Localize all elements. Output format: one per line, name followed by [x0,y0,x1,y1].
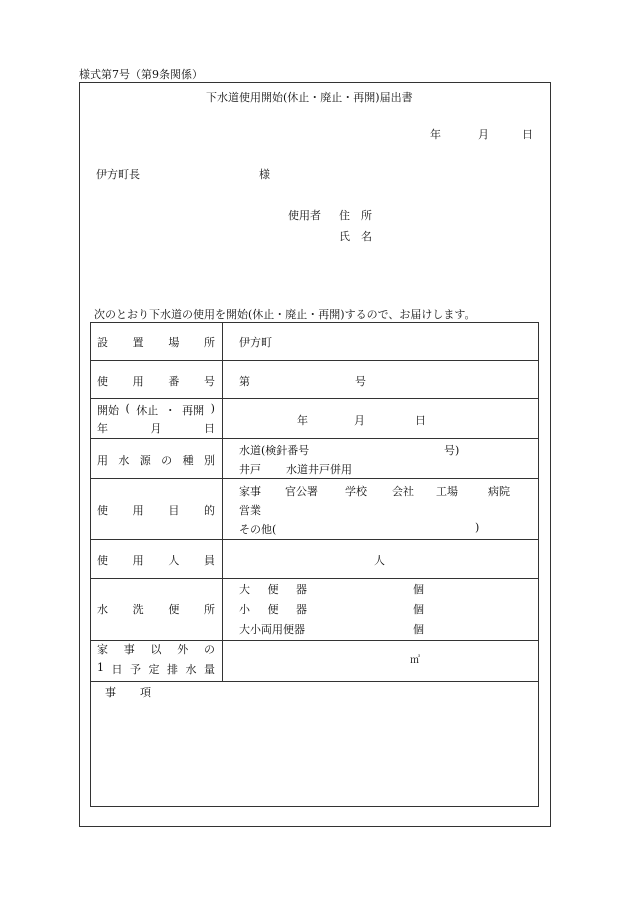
toilet-unit: 個 [413,583,424,596]
row-divider [91,478,538,479]
toilet-item-small: 小 便 器 [239,603,307,616]
form-number: 様式第7号（第9条関係） [79,68,203,81]
number-prefix: 第 [239,375,250,388]
purpose-option: 学校 [345,485,367,498]
date-month-label: 月 [478,128,489,141]
purpose-label: 使 用 目 的 [97,504,215,517]
purpose-option: 官公署 [285,485,318,498]
row-divider [91,398,538,399]
start-year: 年 [297,414,308,427]
drainage-label-line1: 家 事 以 外 の [97,643,215,656]
source-well: 井戸 [239,463,261,476]
purpose-option: 病院 [488,485,510,498]
toilet-item-dual: 大小両用便器 [239,623,305,636]
row-divider [91,578,538,579]
purpose-option: 家事 [239,485,261,498]
user-label: 使用者 [288,209,321,222]
source-water-meter: 水道(検針番号 [239,444,310,457]
notes-label: 事 項 [105,686,151,699]
addressee-honorific: 様 [259,168,270,181]
people-unit: 人 [374,554,385,567]
location-value: 伊方町 [239,336,272,349]
statement-text: 次のとおり下水道の使用を開始(休止・廃止・再開)するので、お届けします。 [94,308,476,321]
start-label-line2: 年 月 日 [97,422,215,435]
toilet-unit: 個 [413,623,424,636]
date-day-label: 日 [522,128,533,141]
source-combined: 水道井戸併用 [286,463,352,476]
user-name-label: 氏 名 [339,230,372,243]
location-label: 設 置 場 所 [97,336,215,349]
addressee-name: 伊方町長 [96,168,140,181]
purpose-business: 営業 [239,504,261,517]
source-label: 用 水 源 の 種 別 [97,454,215,467]
drainage-label-line2: 1 日 予 定 排 水 量 [97,661,215,676]
number-label: 使 用 番 号 [97,375,215,388]
user-address-label: 住 所 [339,209,372,222]
row-divider [91,681,538,682]
column-divider [222,323,223,681]
toilets-label: 水 洗 便 所 [97,603,215,616]
people-label: 使 用 人 員 [97,554,215,567]
row-divider [91,438,538,439]
purpose-other: その他( [239,523,277,536]
start-day: 日 [415,414,426,427]
form-title: 下水道使用開始(休止・廃止・再開)届出書 [206,91,413,104]
start-month: 月 [354,414,365,427]
date-year-label: 年 [430,128,441,141]
row-divider [91,360,538,361]
start-label-line1: 開始 ( 休止 ・ 再開 ) [97,402,215,417]
purpose-other-end: ) [475,521,480,534]
drainage-unit: ㎥ [410,655,420,666]
toilet-unit: 個 [413,603,424,616]
toilet-item-large: 大 便 器 [239,583,307,596]
number-suffix: 号 [355,375,366,388]
row-divider [91,539,538,540]
purpose-option: 工場 [436,485,458,498]
purpose-option: 会社 [392,485,414,498]
source-water-meter-end: 号) [444,444,460,457]
